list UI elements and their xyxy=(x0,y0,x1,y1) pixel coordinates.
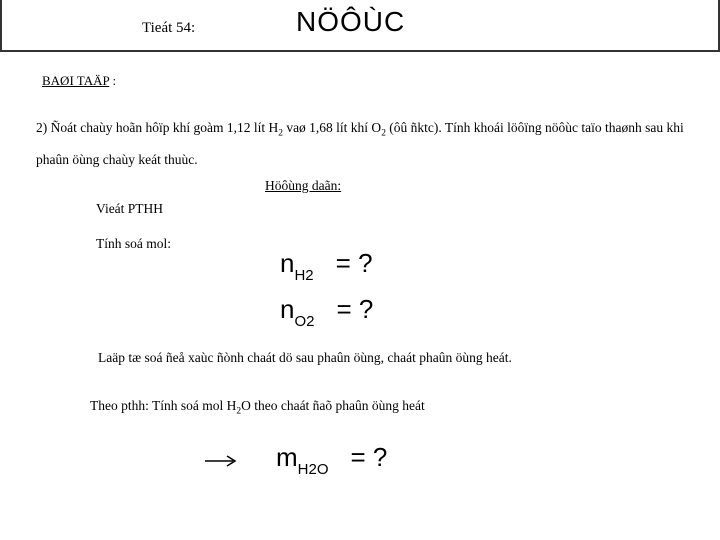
section-title: BAØI TAÄP xyxy=(42,73,110,88)
step-pthh xyxy=(90,398,425,417)
pthh-sub: 2 xyxy=(236,406,242,417)
header-box xyxy=(0,0,720,52)
formula-symbol: n xyxy=(280,294,295,324)
formula-n-o2 xyxy=(280,294,374,330)
problem-text-2: vaø 1,68 lít khí O xyxy=(282,120,382,135)
formula-symbol: m xyxy=(276,442,298,472)
section-suffix: : xyxy=(109,73,117,88)
formula-m-h2o xyxy=(276,442,388,478)
formula-subscript: O2 xyxy=(294,313,315,330)
guide-title: Höôùng daãn: xyxy=(265,178,342,193)
problem-statement xyxy=(36,115,706,173)
formula-subscript: H2O xyxy=(297,461,329,478)
step-compute-moles: Tính soá mol: xyxy=(96,236,171,251)
formula-n-h2 xyxy=(280,248,373,284)
formula-rhs: = ? xyxy=(335,248,373,278)
section-heading xyxy=(42,73,116,89)
pthh-text-1: Theo pthh: Tính soá mol H xyxy=(90,398,237,413)
step-write-equation: Vieát PTHH xyxy=(96,201,164,216)
problem-text-1: 2) Ñoát chaùy hoãn hôïp khí goàm 1,12 lít H xyxy=(36,120,279,135)
formula-symbol: n xyxy=(280,248,295,278)
problem-sub-1: 2 xyxy=(278,128,283,139)
formula-subscript: H2 xyxy=(294,267,314,284)
lesson-label: Tieát 54: xyxy=(142,20,196,36)
problem-text-3: (ôû ñktc). Tính khoái löôïng nöôùc taïo thaønh sau khi phaûn öùng chaùy keát thuùc. xyxy=(36,120,684,167)
formula-rhs: = ? xyxy=(350,442,388,472)
pthh-text-2: O theo chaát ñaõ phaûn öùng heát xyxy=(241,398,425,413)
problem-sub-2: 2 xyxy=(381,128,386,139)
right-arrow-icon xyxy=(205,455,237,467)
formula-rhs: = ? xyxy=(336,294,374,324)
lesson-title: NÖÔÙC xyxy=(296,6,406,37)
step-ratio: Laäp tæ soá ñeå xaùc ñònh chaát dö sau phaûn öùng, chaát phaûn öùng heát. xyxy=(98,350,512,365)
